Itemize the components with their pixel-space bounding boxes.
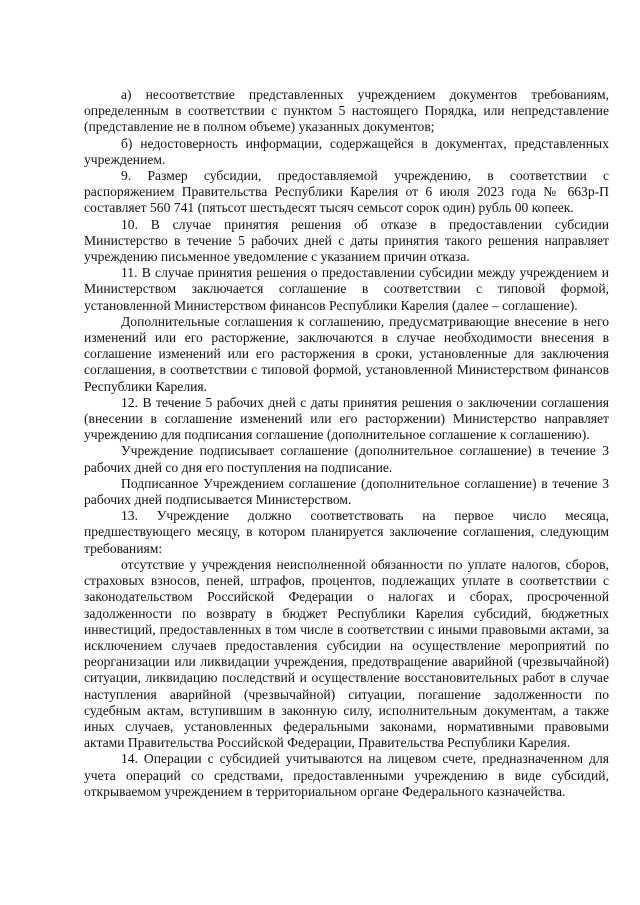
paragraph-12-signing: Учреждение подписывает соглашение (дополнительное соглашение) в течение 3 рабочих дней со дня его поступления на подписание. xyxy=(84,443,609,475)
paragraph-14: 14. Операции с субсидией учитываются на лицевом счете, предназначенном для учета операций со средствами, предоставленными учреждению в виде субсидий, открываемом учреждением в территориальном органе Федерального казначейства. xyxy=(84,751,609,799)
paragraph-12: 12. В течение 5 рабочих дней с даты принятия решения о заключении соглашения (внесении в соглашение изменений или его расторжении) Министерство направляет учреждению для подписания соглашение (дополнительное соглашение к соглашению). xyxy=(84,394,609,443)
paragraph-8a: а) несоответствие представленных учреждением документов требованиям, определенным в соответствии с пунктом 5 настоящего Порядка, или непредставление (представление не в полном объеме) указанных документов; xyxy=(84,87,609,135)
paragraph-9: 9. Размер субсидии, предоставляемой учреждению, в соответствии с распоряжением Правительства Республики Карелия от 6 июля 2023 года № 663р-П составляет 560 741 (пятьсот шестьдесят тысяч семьсот сорок один) рубль 00 копеек. xyxy=(84,168,609,216)
paragraph-8b: б) недостоверность информации, содержащейся в документах, представленных учреждением. xyxy=(84,135,609,167)
document-body xyxy=(84,87,609,800)
paragraph-11-additional: Дополнительные соглашения к соглашению, предусматривающие внесение в него изменений или его расторжение, заключаются в случае необходимости внесения в соглашение изменений или его расторжения в сроки, установленные для заключения соглашения, в соответствии с типовой формой, установленной Министерством финансов Республики Карелия. xyxy=(84,313,609,394)
paragraph-10: 10. В случае принятия решения об отказе в предоставлении субсидии Министерство в течение 5 рабочих дней с даты принятия такого решения направляет учреждению письменное уведомление с указанием причин отказа. xyxy=(84,216,609,265)
paragraph-12-ministry-signing: Подписанное Учреждением соглашение (дополнительное соглашение) в течение 3 рабочих дней подписывается Министерством. xyxy=(84,475,609,508)
paragraph-13: 13. Учреждение должно соответствовать на первое число месяца, предшествующего месяцу, в котором планируется заключение соглашения, следующим требованиям: xyxy=(84,508,609,556)
paragraph-11: 11. В случае принятия решения о предоставлении субсидии между учреждением и Министерством заключается соглашение в соответствии с типовой формой, установленной Министерством финансов Республики Карелия (далее – соглашение). xyxy=(84,265,609,313)
paragraph-13-requirement: отсутствие у учреждения неисполненной обязанности по уплате налогов, сборов, страховых взносов, пеней, штрафов, процентов, подлежащих уплате в соответствии с законодательством Российской Федерации о налогах и сборах, просроченной задолженности по возврату в бюджет Республики Карелия субсидий, бюджетных инвестиций, предоставленных в том числе в соответствии с иными правовыми актами, за исключением случаев предоставления субсидии на осуществление мероприятий по реорганизации или ликвидации учреждения, предотвращение аварийной (чрезвычайной) ситуации, ликвидацию последствий и осуществление восстановительных работ в случае наступления аварийной (чрезвычайной) ситуации, погашение задолженности по судебным актам, вступившим в законную силу, исполнительным документам, а также иных случаев, установленных федеральными законами, нормативными правовыми актами Правительства Российской Федерации, Правительства Республики Карелия. xyxy=(84,556,609,751)
